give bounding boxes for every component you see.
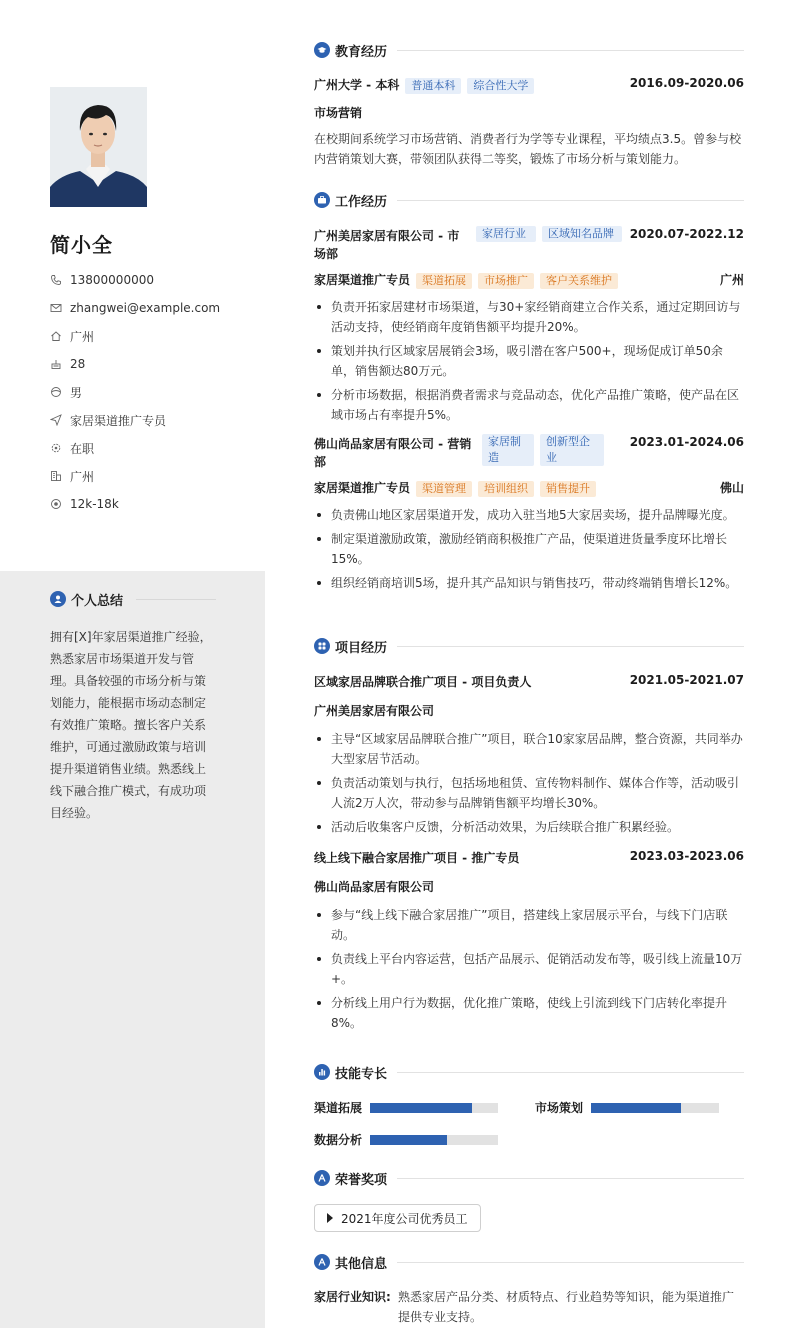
job-tag: 家居行业 bbox=[476, 226, 536, 242]
sidebar bbox=[0, 0, 265, 1328]
work-divider bbox=[397, 200, 744, 201]
job-bullet: 组织经销商培训5场，提升其产品知识与销售技巧，带动终端销售增长12%。 bbox=[314, 573, 744, 593]
location-value: 广州 bbox=[70, 329, 95, 344]
phone-icon bbox=[50, 274, 62, 286]
job-bullets bbox=[314, 297, 744, 425]
info-age bbox=[50, 350, 260, 378]
education-desc: 在校期间系统学习市场营销、消费者行为学等专业课程，平均绩点3.5。曾参与校内营销策划大赛，带领团队获得二等奖，锻炼了市场分析与策划能力。 bbox=[314, 132, 742, 166]
info-icon bbox=[314, 1254, 330, 1270]
project-entry bbox=[314, 849, 744, 1033]
profile-name: 简小全 bbox=[50, 233, 113, 257]
info-gender bbox=[50, 378, 260, 406]
other-label: 家居行业知识: bbox=[314, 1290, 391, 1304]
info-status bbox=[50, 434, 260, 462]
skills-section bbox=[314, 1063, 744, 1159]
project-entry bbox=[314, 673, 744, 837]
project-header-row bbox=[314, 673, 744, 690]
skill-name: 数据分析 bbox=[314, 1133, 363, 1147]
bar-chart-icon bbox=[314, 1064, 330, 1080]
education-major: 市场营销 bbox=[314, 106, 363, 120]
job-role-row bbox=[314, 271, 744, 289]
job-city: 广州 bbox=[719, 273, 744, 287]
job-date: 2023.01-2024.06 bbox=[629, 435, 744, 449]
other-header bbox=[314, 1253, 744, 1271]
project-bullet: 负责活动策划与执行，包括场地租赁、宣传物料制作、媒体合作等，活动吸引人流2万人次，带动参与品牌销售额平均增长30%。 bbox=[314, 773, 744, 813]
work-header bbox=[314, 191, 744, 209]
summary-text: 拥有[X]年家居渠道推广经验，熟悉家居市场渠道开发与管理。具备较强的市场分析与策划能力，能根据市场动态制定有效推广策略。擅长客户关系维护，可通过激励政策与培训提升渠道销售业绩。熟悉线上线下融合推广模式，有成功项目经验。 bbox=[50, 630, 212, 820]
info-email bbox=[50, 294, 260, 322]
project-date: 2023.03-2023.06 bbox=[629, 849, 744, 863]
job-skill-tag: 渠道拓展 bbox=[416, 273, 472, 289]
project-name: 区域家居品牌联合推广项目 - 项目负责人 bbox=[314, 675, 532, 689]
job-tag: 区域知名品牌 bbox=[542, 226, 622, 242]
education-tag: 普通本科 bbox=[405, 78, 461, 94]
grid-icon bbox=[314, 638, 330, 654]
job-company-line bbox=[314, 435, 604, 471]
project-bullet: 负责线上平台内容运营，包括产品展示、促销活动发布等，吸引线上流量10万+。 bbox=[314, 949, 744, 989]
job-skill-tag: 客户关系维护 bbox=[540, 273, 618, 289]
contact-info-list bbox=[50, 266, 260, 518]
job-header-row bbox=[314, 227, 744, 263]
info-phone bbox=[50, 266, 260, 294]
project-bullets bbox=[314, 729, 744, 837]
skill-name: 渠道拓展 bbox=[314, 1101, 363, 1115]
project-bullet: 参与“线上线下融合家居推广”项目，搭建线上家居展示平台，与线下门店联动。 bbox=[314, 905, 744, 945]
position-value: 家居渠道推广专员 bbox=[70, 413, 167, 428]
job-role-line bbox=[314, 479, 596, 497]
award-icon bbox=[314, 1170, 330, 1186]
awards-list bbox=[314, 1204, 744, 1232]
skill-item bbox=[535, 1099, 719, 1116]
project-bullet: 活动后收集客户反馈，分析活动效果，为后续联合推广积累经验。 bbox=[314, 817, 744, 837]
education-divider bbox=[397, 50, 744, 51]
project-company: 广州美居家居有限公司 bbox=[314, 704, 435, 718]
info-salary bbox=[50, 490, 260, 518]
skills-title: 技能专长 bbox=[335, 1066, 388, 1082]
job-role-row bbox=[314, 479, 744, 497]
job-bullet: 策划并执行区域家居展销会3场，吸引潜在客户500+，现场促成订单50余单，销售额达80万元。 bbox=[314, 341, 744, 381]
skills-divider bbox=[397, 1072, 744, 1073]
other-section bbox=[314, 1253, 744, 1327]
award-chip[interactable] bbox=[314, 1204, 481, 1232]
summary-header bbox=[50, 590, 130, 608]
briefcase-icon bbox=[314, 192, 330, 208]
education-date: 2016.09-2020.06 bbox=[629, 76, 744, 90]
mail-icon bbox=[50, 302, 62, 314]
work-section bbox=[314, 191, 744, 597]
project-header-row bbox=[314, 849, 744, 866]
project-bullets bbox=[314, 905, 744, 1033]
skill-bar bbox=[370, 1103, 498, 1113]
summary-divider bbox=[136, 599, 216, 600]
awards-title: 荣誉奖项 bbox=[335, 1172, 388, 1188]
other-title: 其他信息 bbox=[335, 1256, 388, 1272]
salary-value: 12k-18k bbox=[70, 497, 119, 511]
project-date: 2021.05-2021.07 bbox=[629, 673, 744, 687]
building-icon bbox=[50, 470, 62, 482]
job-city: 佛山 bbox=[719, 481, 744, 495]
award-label: 2021年度公司优秀员工 bbox=[341, 1211, 468, 1226]
skill-item bbox=[314, 1131, 498, 1148]
cake-icon bbox=[50, 358, 62, 370]
awards-section bbox=[314, 1169, 744, 1232]
job-role: 家居渠道推广专员 bbox=[314, 273, 411, 287]
email-value: zhangwei@example.com bbox=[70, 301, 221, 315]
job-role-line bbox=[314, 271, 618, 289]
skill-name: 市场策划 bbox=[535, 1101, 584, 1115]
status-icon bbox=[50, 442, 62, 454]
skill-bar bbox=[591, 1103, 719, 1113]
skills-header bbox=[314, 1063, 744, 1081]
education-school-line bbox=[314, 76, 534, 94]
other-text: 熟悉家居产品分类、材质特点、行业趋势等知识，能为渠道推广提供专业支持。 bbox=[398, 1290, 735, 1324]
graduation-cap-icon bbox=[314, 42, 330, 58]
user-icon bbox=[50, 591, 66, 607]
work-title: 工作经历 bbox=[335, 194, 388, 210]
education-tag: 综合性大学 bbox=[467, 78, 534, 94]
education-header bbox=[314, 41, 744, 59]
other-row bbox=[314, 1287, 744, 1327]
job-bullet: 制定渠道激励政策，激励经销商积极推广产品，使渠道进货量季度环比增长15%。 bbox=[314, 529, 744, 569]
skill-fill bbox=[370, 1135, 447, 1145]
project-bullet: 分析线上用户行为数据，优化推广策略，使线上引流到线下门店转化率提升8%。 bbox=[314, 993, 744, 1033]
project-bullet: 主导“区域家居品牌联合推广”项目，联合10家家居品牌，整合资源，共同举办大型家居节活动。 bbox=[314, 729, 744, 769]
send-icon bbox=[50, 414, 62, 426]
projects-header bbox=[314, 637, 744, 655]
projects-section bbox=[314, 637, 744, 1037]
avatar bbox=[50, 87, 147, 207]
status-value: 在职 bbox=[70, 441, 95, 456]
awards-header bbox=[314, 1169, 744, 1187]
job-tag: 创新型企业 bbox=[540, 434, 604, 466]
education-section bbox=[314, 41, 744, 169]
education-row bbox=[314, 76, 744, 94]
job-skill-tag: 市场推广 bbox=[478, 273, 534, 289]
skill-fill bbox=[370, 1103, 472, 1113]
job-bullet: 分析市场数据，根据消费者需求与竞品动态，优化产品推广策略，使产品在区域市场占有率提升5%。 bbox=[314, 385, 744, 425]
gender-icon bbox=[50, 386, 62, 398]
job-company-line bbox=[314, 227, 622, 263]
skill-item bbox=[314, 1099, 498, 1116]
projects-divider bbox=[397, 646, 744, 647]
job-date: 2020.07-2022.12 bbox=[629, 227, 744, 241]
job-header-row bbox=[314, 435, 744, 471]
job-company: 佛山尚品家居有限公司 - 营销部 bbox=[314, 437, 472, 469]
other-divider bbox=[397, 1262, 744, 1263]
skill-fill bbox=[591, 1103, 681, 1113]
job-bullet: 负责佛山地区家居渠道开发，成功入驻当地5大家居卖场，提升品牌曝光度。 bbox=[314, 505, 744, 525]
city-value: 广州 bbox=[70, 469, 95, 484]
awards-divider bbox=[397, 1178, 744, 1179]
job-entry bbox=[314, 227, 744, 425]
job-entry bbox=[314, 435, 744, 593]
job-tag: 家居制造 bbox=[482, 434, 534, 466]
job-skill-tag: 销售提升 bbox=[540, 481, 596, 497]
school-name: 广州大学 - 本科 bbox=[314, 78, 400, 92]
skills-grid bbox=[314, 1099, 744, 1159]
job-bullet: 负责开拓家居建材市场渠道，与30+家经销商建立合作关系，通过定期回访与活动支持，使经销商年度销售额平均提升20%。 bbox=[314, 297, 744, 337]
job-role: 家居渠道推广专员 bbox=[314, 481, 411, 495]
project-name: 线上线下融合家居推广项目 - 推广专员 bbox=[314, 851, 520, 865]
salary-icon bbox=[50, 498, 62, 510]
info-location bbox=[50, 322, 260, 350]
project-company: 佛山尚品家居有限公司 bbox=[314, 880, 435, 894]
job-bullets bbox=[314, 505, 744, 593]
skill-bar bbox=[370, 1135, 498, 1145]
summary-title: 个人总结 bbox=[71, 593, 124, 609]
education-title: 教育经历 bbox=[335, 44, 388, 60]
home-icon bbox=[50, 330, 62, 342]
info-city bbox=[50, 462, 260, 490]
info-position bbox=[50, 406, 260, 434]
job-skill-tag: 培训组织 bbox=[478, 481, 534, 497]
job-company: 广州美居家居有限公司 - 市场部 bbox=[314, 229, 460, 261]
age-value: 28 bbox=[70, 357, 86, 371]
job-skill-tag: 渠道管理 bbox=[416, 481, 472, 497]
play-icon bbox=[327, 1213, 333, 1223]
phone-value: 13800000000 bbox=[70, 273, 154, 287]
projects-title: 项目经历 bbox=[335, 640, 388, 656]
gender-value: 男 bbox=[70, 385, 83, 400]
